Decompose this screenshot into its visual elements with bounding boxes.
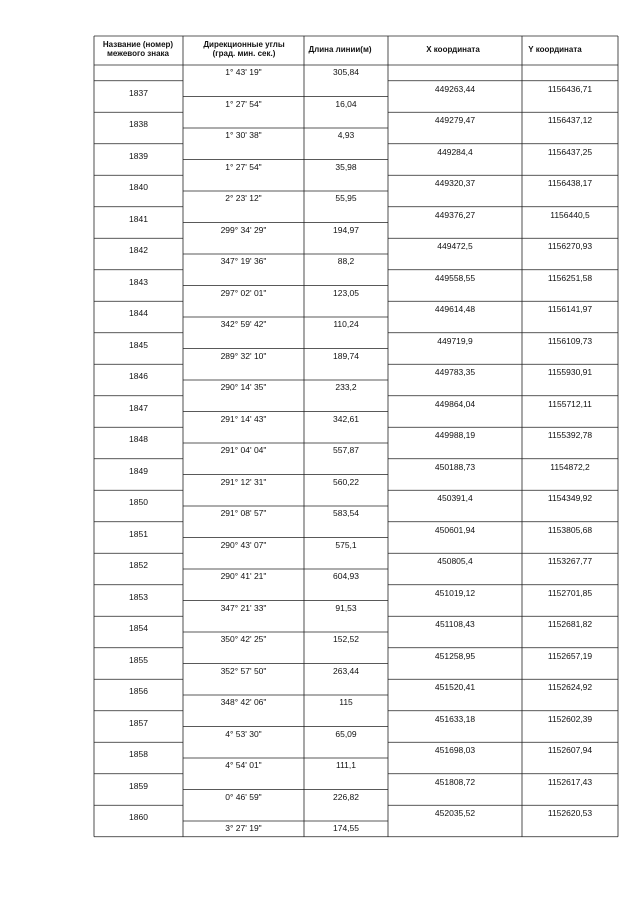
segment-length: 194,97 <box>333 224 359 235</box>
segment-length: 557,87 <box>333 445 359 455</box>
point-x: 451808,72 <box>434 776 476 787</box>
point-y: 1156437,12 <box>547 115 593 126</box>
segment-angle: 350° 42' 25" <box>220 634 267 644</box>
point-y: 1152617,43 <box>547 776 593 787</box>
segment-length: 604,93 <box>333 571 359 581</box>
point-y: 1156141,97 <box>547 304 593 315</box>
point-y: 1153267,77 <box>547 556 593 567</box>
point-y: 1156438,17 <box>547 178 593 189</box>
segment-length: 55,95 <box>335 193 357 203</box>
point-y: 1152620,53 <box>547 808 593 819</box>
segment-length: 115 <box>339 697 353 707</box>
point-x: 451698,03 <box>434 745 476 756</box>
point-name: 1845 <box>129 339 148 350</box>
point-y: 1152624,92 <box>547 682 593 693</box>
point-x: 451258,95 <box>434 650 476 661</box>
segment-length: 174,55 <box>333 823 359 833</box>
point-name: 1856 <box>129 686 148 697</box>
point-y: 1156436,71 <box>547 83 593 94</box>
segment-angle: 291° 08' 57" <box>220 508 267 518</box>
segment-length: 226,82 <box>333 791 359 802</box>
point-x: 450188,73 <box>434 461 476 472</box>
point-x: 451633,18 <box>434 713 476 724</box>
segment-length: 152,52 <box>333 634 359 644</box>
segment-length: 35,98 <box>335 161 357 172</box>
header-y: Y координата <box>528 45 582 54</box>
point-y: 1152681,82 <box>547 619 593 630</box>
segment-length: 560,22 <box>333 476 359 487</box>
header-x: X координата <box>426 45 480 54</box>
segment-angle: 0° 46' 59" <box>225 791 262 802</box>
segment-length: 91,53 <box>335 602 357 613</box>
segment-angle: 289° 32' 10" <box>220 350 267 361</box>
point-y: 1156270,93 <box>547 241 593 252</box>
segment-length: 305,84 <box>333 67 359 77</box>
segment-length: 233,2 <box>335 382 357 392</box>
point-name: 1857 <box>129 717 148 728</box>
point-x: 450601,94 <box>434 524 476 535</box>
segment-angle: 1° 30' 38" <box>225 130 262 140</box>
point-name: 1844 <box>129 308 148 319</box>
segment-length: 16,04 <box>335 98 357 109</box>
point-x: 449284,4 <box>437 146 473 157</box>
point-y: 1152607,94 <box>547 745 593 756</box>
segment-length: 110,24 <box>333 319 359 329</box>
segment-length: 123,05 <box>333 287 359 298</box>
point-name: 1860 <box>129 812 148 823</box>
point-x: 449320,37 <box>434 178 476 189</box>
segment-length: 575,1 <box>335 539 357 550</box>
segment-angle: 347° 21' 33" <box>220 602 267 613</box>
point-name: 1848 <box>129 434 148 445</box>
point-name: 1853 <box>129 591 148 602</box>
header-angle-line1: Дирекционные углы <box>203 40 285 49</box>
header-length: Длина линии(м) <box>308 45 372 54</box>
segment-angle: 4° 54' 01" <box>225 760 262 770</box>
point-name: 1837 <box>129 87 148 98</box>
point-name: 1854 <box>129 623 148 634</box>
point-x: 451019,12 <box>434 587 476 598</box>
point-name: 1852 <box>129 560 148 571</box>
point-y: 1152657,19 <box>547 650 593 661</box>
point-y: 1156109,73 <box>547 335 593 346</box>
point-x: 451108,43 <box>435 619 475 630</box>
point-y: 1156437,25 <box>547 146 593 157</box>
segment-length: 342,61 <box>333 413 359 424</box>
point-name: 1855 <box>129 654 148 665</box>
point-x: 452035,52 <box>434 808 476 819</box>
header-name-line1: Название (номер) <box>102 40 174 49</box>
point-x: 450391,4 <box>437 493 473 504</box>
point-y: 1155392,78 <box>547 430 593 441</box>
segment-angle: 291° 14' 43" <box>220 413 267 424</box>
point-name: 1850 <box>129 497 148 508</box>
segment-angle: 290° 43' 07" <box>220 539 267 550</box>
point-x: 449263,44 <box>434 83 476 94</box>
point-x: 449558,55 <box>434 272 476 283</box>
segment-angle: 291° 12' 31" <box>220 476 267 487</box>
segment-length: 263,44 <box>333 665 359 676</box>
header-name <box>103 40 173 58</box>
point-y: 1154872,2 <box>550 461 590 472</box>
header-name-line2: межевого знака <box>106 49 170 58</box>
point-name: 1849 <box>129 465 148 476</box>
point-y: 1154349,92 <box>547 493 593 504</box>
segment-angle: 299° 34' 29" <box>220 224 267 235</box>
segment-angle: 1° 27' 54" <box>225 98 262 109</box>
segment-angle: 290° 41' 21" <box>220 571 267 581</box>
segment-angle: 4° 53' 30" <box>225 728 262 739</box>
point-name: 1846 <box>129 371 148 382</box>
point-x: 450805,4 <box>437 556 473 567</box>
header-angle <box>203 40 284 58</box>
point-y: 1155712,11 <box>548 398 592 409</box>
point-y: 1156251,58 <box>547 272 593 283</box>
segment-length: 4,93 <box>337 130 355 140</box>
point-x: 449614,48 <box>434 304 476 315</box>
segment-length: 65,09 <box>335 728 357 739</box>
segment-angle: 2° 23' 12" <box>225 193 262 203</box>
segment-angle: 291° 04' 04" <box>220 445 267 455</box>
point-x: 449279,47 <box>434 115 476 126</box>
point-name: 1838 <box>129 119 148 130</box>
point-x: 449376,27 <box>434 209 476 220</box>
point-y: 1152602,39 <box>547 713 593 724</box>
point-y: 1152701,85 <box>547 587 593 598</box>
point-x: 449864,04 <box>434 398 476 409</box>
point-name: 1843 <box>129 276 148 287</box>
header-angle-line2: (град. мин. сек.) <box>212 49 276 58</box>
segment-length: 189,74 <box>333 350 359 361</box>
point-y: 1156440,5 <box>550 209 590 220</box>
segment-angle: 3° 27' 19" <box>225 823 262 833</box>
segment-length: 111,1 <box>335 760 357 770</box>
point-x: 449472,5 <box>437 241 473 252</box>
segment-length: 583,54 <box>333 508 359 518</box>
point-name: 1842 <box>129 245 148 256</box>
segment-angle: 348° 42' 06" <box>220 697 267 707</box>
segment-angle: 1° 43' 19" <box>225 67 262 77</box>
point-x: 451520,41 <box>434 682 476 693</box>
segment-angle: 297° 02' 01" <box>220 287 267 298</box>
point-name: 1839 <box>129 150 148 161</box>
point-name: 1858 <box>129 749 148 760</box>
segment-angle: 352° 57' 50" <box>220 665 267 676</box>
segment-angle: 290° 14' 35" <box>220 382 267 392</box>
point-name: 1840 <box>129 182 148 193</box>
point-x: 449988,19 <box>434 430 476 441</box>
point-y: 1153805,68 <box>547 524 593 535</box>
point-x: 449719,9 <box>437 335 473 346</box>
segment-angle: 1° 27' 54" <box>225 161 262 172</box>
segment-length: 88,2 <box>337 256 355 266</box>
segment-angle: 342° 59' 42" <box>220 319 267 329</box>
segment-angle: 347° 19' 36" <box>220 256 267 266</box>
point-name: 1851 <box>129 528 148 539</box>
point-name: 1841 <box>129 213 148 224</box>
point-x: 449783,35 <box>434 367 476 378</box>
point-y: 1155930,91 <box>547 367 593 378</box>
point-name: 1847 <box>129 402 148 413</box>
point-name: 1859 <box>129 780 148 791</box>
